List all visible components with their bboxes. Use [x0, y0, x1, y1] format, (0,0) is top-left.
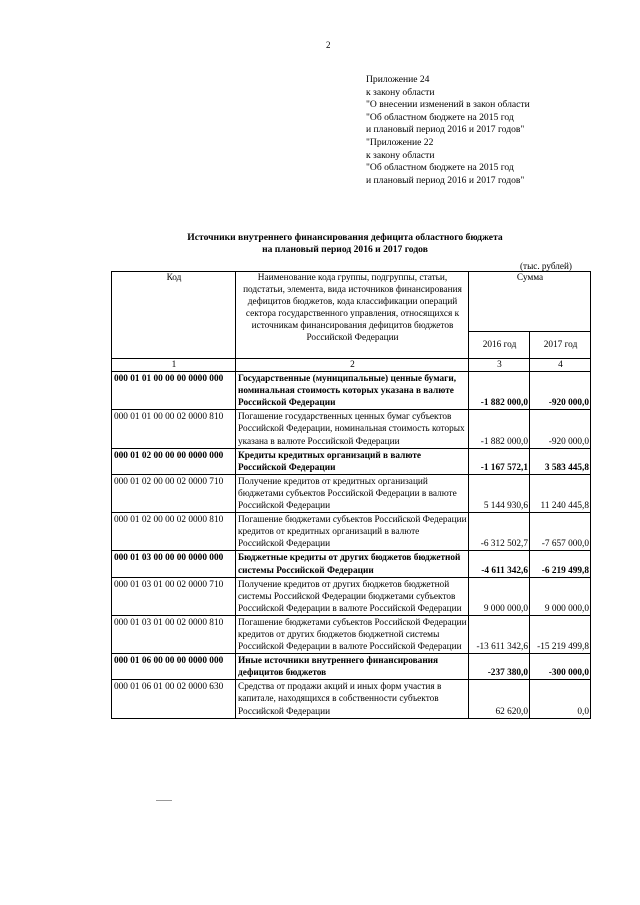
document-title — [110, 232, 580, 256]
row-name: Получение кредитов от кредитных организаций бюджетами субъектов Российской Федерации в валюте Российской Федерации — [236, 474, 469, 512]
appendix-line: "Приложение 22 — [366, 136, 434, 148]
col-number: 3 — [469, 359, 530, 372]
units-label: (тыс. рублей) — [520, 261, 572, 271]
header-code: Код — [112, 272, 236, 359]
appendix-line: "Об областном бюджете на 2015 год — [366, 162, 514, 174]
col-number: 2 — [236, 359, 469, 372]
row-value-2017: 11 240 445,8 — [530, 474, 591, 512]
row-value-2016: 9 000 000,0 — [469, 577, 530, 615]
col-number: 4 — [530, 359, 591, 372]
appendix-line: Приложение 24 — [366, 74, 430, 85]
table-row — [112, 615, 591, 653]
row-code: 000 01 02 00 00 00 0000 000 — [112, 448, 236, 474]
table-row — [112, 410, 591, 448]
row-name: Государственные (муниципальные) ценные бумаги, номинальная стоимость которых указана в валюте Российской Федерации — [236, 372, 469, 410]
row-code: 000 01 01 00 00 00 0000 000 — [112, 372, 236, 410]
row-name: Погашение бюджетами субъектов Российской Федерации кредитов от кредитных организаций в валюте Российской Федерации — [236, 513, 469, 551]
row-code: 000 01 02 00 00 02 0000 710 — [112, 474, 236, 512]
row-value-2017: -920 000,0 — [530, 410, 591, 448]
table-row — [112, 577, 591, 615]
appendix-line: и плановый период 2016 и 2017 годов" — [366, 124, 525, 136]
table-row — [112, 551, 591, 577]
table-row — [112, 654, 591, 680]
row-name: Иные источники внутреннего финансирования дефицитов бюджетов — [236, 654, 469, 680]
row-value-2017: -15 219 499,8 — [530, 615, 591, 653]
header-name: Наименование кода группы, подгруппы, статьи, подстатьи, элемента, вида источников финансирования дефицитов бюджетов, кода классификации операций сектора государственного управления, относящихся к источникам финансирования дефицитов бюджетов Российской Федерации — [236, 272, 469, 359]
row-code: 000 01 01 00 00 02 0000 810 — [112, 410, 236, 448]
row-value-2017: 0,0 — [530, 680, 591, 718]
row-value-2016: -1 882 000,0 — [469, 372, 530, 410]
financing-sources-table — [111, 271, 591, 719]
appendix-line: "О внесении изменений в закон области — [366, 99, 530, 111]
page-number: 2 — [326, 40, 331, 50]
title-line-1: Источники внутреннего финансирования дефицита областного бюджета — [187, 232, 503, 243]
row-name: Средства от продажи акций и иных форм участия в капитале, находящихся в собственности субъектов Российской Федерации — [236, 680, 469, 718]
row-value-2017: 3 583 445,8 — [530, 448, 591, 474]
row-name: Получение кредитов от других бюджетов бюджетной системы Российской Федерации бюджетами субъектов Российской Федерации в валюте Российской Федерации — [236, 577, 469, 615]
row-value-2016: -237 380,0 — [469, 654, 530, 680]
row-value-2016: -13 611 342,6 — [469, 615, 530, 653]
scan-mark — [156, 800, 172, 801]
title-line-2: на плановый период 2016 и 2017 годов — [262, 244, 428, 255]
header-sum: Сумма — [469, 272, 591, 332]
row-value-2016: 62 620,0 — [469, 680, 530, 718]
row-value-2016: -1 167 572,1 — [469, 448, 530, 474]
row-code: 000 01 03 01 00 02 0000 710 — [112, 577, 236, 615]
row-value-2016: -4 611 342,6 — [469, 551, 530, 577]
appendix-line: "Об областном бюджете на 2015 год — [366, 111, 514, 123]
row-value-2017: -6 219 499,8 — [530, 551, 591, 577]
appendix-line: к закону области — [366, 149, 435, 161]
row-code: 000 01 03 00 00 00 0000 000 — [112, 551, 236, 577]
row-value-2016: -6 312 502,7 — [469, 513, 530, 551]
row-value-2017: -7 657 000,0 — [530, 513, 591, 551]
row-name: Погашение бюджетами субъектов Российской Федерации кредитов от других бюджетов бюджетной системы Российской Федерации в валюте Российской Федерации — [236, 615, 469, 653]
row-name: Кредиты кредитных организаций в валюте Российской Федерации — [236, 448, 469, 474]
row-code: 000 01 06 01 00 02 0000 630 — [112, 680, 236, 718]
row-value-2016: -1 882 000,0 — [469, 410, 530, 448]
table-row — [112, 448, 591, 474]
row-name: Бюджетные кредиты от других бюджетов бюджетной системы Российской Федерации — [236, 551, 469, 577]
col-number: 1 — [112, 359, 236, 372]
header-year-2017: 2017 год — [530, 332, 591, 359]
row-value-2017: -300 000,0 — [530, 654, 591, 680]
appendix-block — [366, 74, 530, 187]
header-year-2016: 2016 год — [469, 332, 530, 359]
row-value-2017: -920 000,0 — [530, 372, 591, 410]
table-row — [112, 372, 591, 410]
row-value-2017: 9 000 000,0 — [530, 577, 591, 615]
table-row — [112, 513, 591, 551]
appendix-line: и плановый период 2016 и 2017 годов" — [366, 174, 525, 186]
table-row — [112, 680, 591, 718]
row-value-2016: 5 144 930,6 — [469, 474, 530, 512]
row-code: 000 01 06 00 00 00 0000 000 — [112, 654, 236, 680]
row-name: Погашение государственных ценных бумаг субъектов Российской Федерации, номинальная стоимость которых указана в валюте Российской Федерации — [236, 410, 469, 448]
row-code: 000 01 02 00 00 02 0000 810 — [112, 513, 236, 551]
table-row — [112, 474, 591, 512]
appendix-line: к закону области — [366, 86, 435, 98]
row-code: 000 01 03 01 00 02 0000 810 — [112, 615, 236, 653]
